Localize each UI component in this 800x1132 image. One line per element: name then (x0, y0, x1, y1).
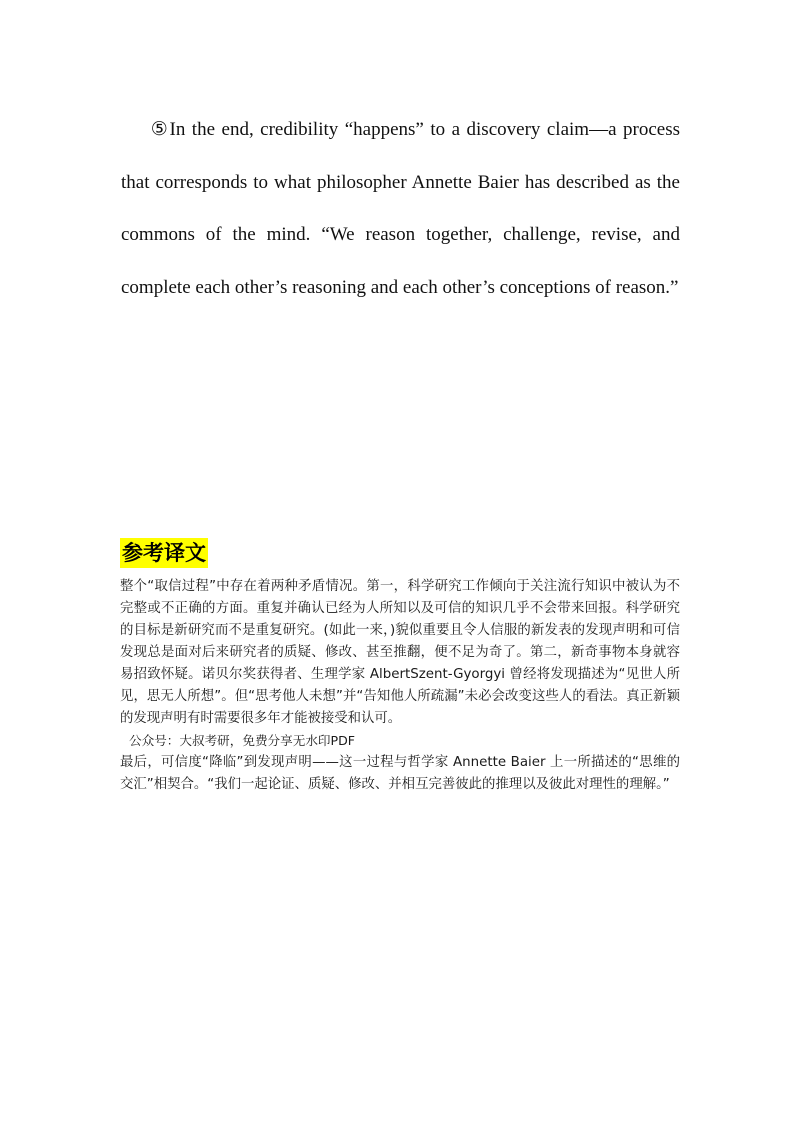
english-paragraph-text: In the end, credibility “happens” to a discovery claim—a process that corresponds to what philosopher Annette Baier has described as the commons of the mind. “We reason together, challenge, revise, and complete each other’s reasoning and each other’s conceptions of reason.” (121, 119, 680, 298)
translation-heading: 参考译文 (120, 538, 208, 568)
source-note: 公众号：大叔考研，免费分享无水印PDF (129, 733, 356, 748)
translation-body (120, 576, 680, 796)
translation-paragraph-2: 最后，可信度“降临”到发现声明——这一过程与哲学家 Annette Baier 上一所描述的“思维的交汇”相契合。“我们一起论证、质疑、修改、并相互完善彼此的推理以及彼此对理性的理解。” (120, 755, 680, 792)
english-paragraph (121, 104, 680, 314)
paragraph-number-marker: ⑤ (149, 119, 170, 140)
translation-paragraph-1: 整个“取信过程”中存在着两种矛盾情况。第一，科学研究工作倾向于关注流行知识中被认为不完整或不正确的方面。重复并确认已经为人所知以及可信的知识几乎不会带来回报。科学研究的目标是新研究而不是重复研究。(如此一来，)貌似重要且令人信服的新发表的发现声明和可信发现总是面对后来研究者的质疑、修改、甚至推翻，便不足为奇了。第二，新奇事物本身就容易招致怀疑。诺贝尔奖获得者、生理学家 AlbertSzent-Gyorgyi 曾经将发现描述为“见世人所见，思无人所想”。但“思考他人未想”并“告知他人所疏漏”未必会改变这些人的看法。真正新颖的发现声明有时需要很多年才能被接受和认可。 (120, 579, 680, 726)
